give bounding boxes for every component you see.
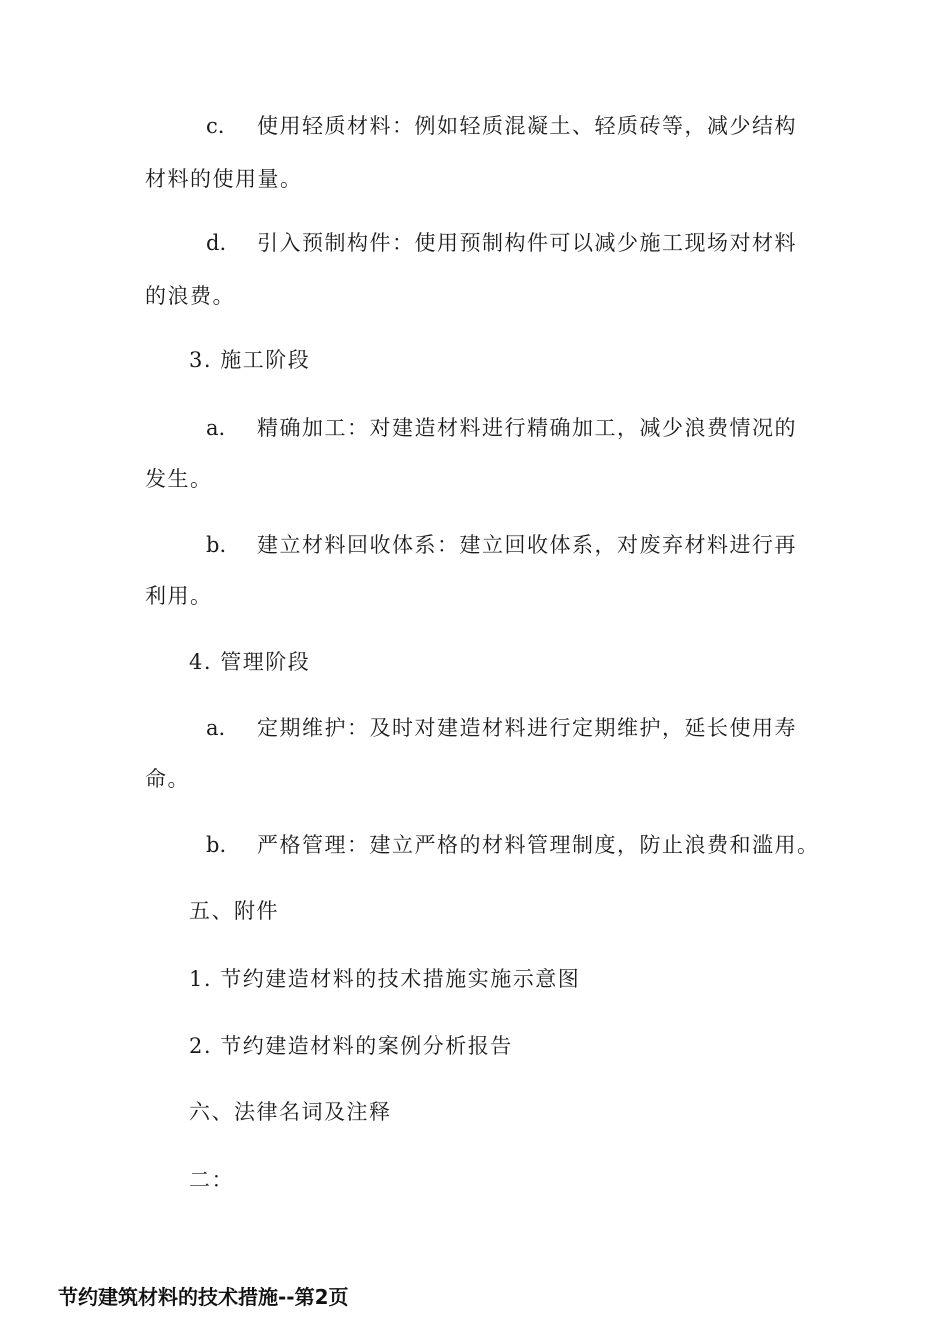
section-3-item-b-line2: 利用。 — [145, 584, 213, 608]
list-marker-d: d. — [206, 231, 227, 255]
section-4-item-a-line1: 定期维护：及时对建造材料进行定期维护，延长使用寿 — [257, 716, 797, 740]
list-marker-3a: a. — [206, 416, 226, 440]
section-4-item-b-line1: 严格管理：建立严格的材料管理制度，防止浪费和滥用。 — [257, 833, 820, 857]
item-c-text-line1: 使用轻质材料：例如轻质混凝土、轻质砖等，减少结构 — [257, 114, 797, 138]
attachment-item-2: 2. 节约建造材料的案例分析报告 — [189, 1034, 513, 1058]
section-3-heading: 3. 施工阶段 — [189, 348, 311, 372]
section-3-item-a-line1: 精确加工：对建造材料进行精确加工，减少浪费情况的 — [257, 416, 797, 440]
list-marker-3b: b. — [206, 533, 227, 557]
item-d-text-line2: 的浪费。 — [145, 284, 235, 308]
list-marker-4b: b. — [206, 833, 227, 857]
section-4-heading: 4. 管理阶段 — [189, 650, 311, 674]
section-3-item-a-line2: 发生。 — [145, 467, 213, 491]
part-2-heading: 二： — [189, 1168, 234, 1192]
section-6-heading: 六、法律名词及注释 — [189, 1100, 392, 1124]
section-5-heading: 五、附件 — [189, 899, 279, 923]
page-footer: 节约建筑材料的技术措施--第2页 — [58, 1285, 349, 1309]
item-c-text-line2: 材料的使用量。 — [145, 167, 303, 191]
list-marker-c: c. — [206, 114, 225, 138]
section-3-item-b-line1: 建立材料回收体系：建立回收体系，对废弃材料进行再 — [257, 533, 797, 557]
item-d-text-line1: 引入预制构件：使用预制构件可以减少施工现场对材料 — [257, 231, 797, 255]
attachment-item-1: 1. 节约建造材料的技术措施实施示意图 — [189, 967, 581, 991]
section-4-item-a-line2: 命。 — [145, 767, 190, 791]
list-marker-4a: a. — [206, 716, 226, 740]
